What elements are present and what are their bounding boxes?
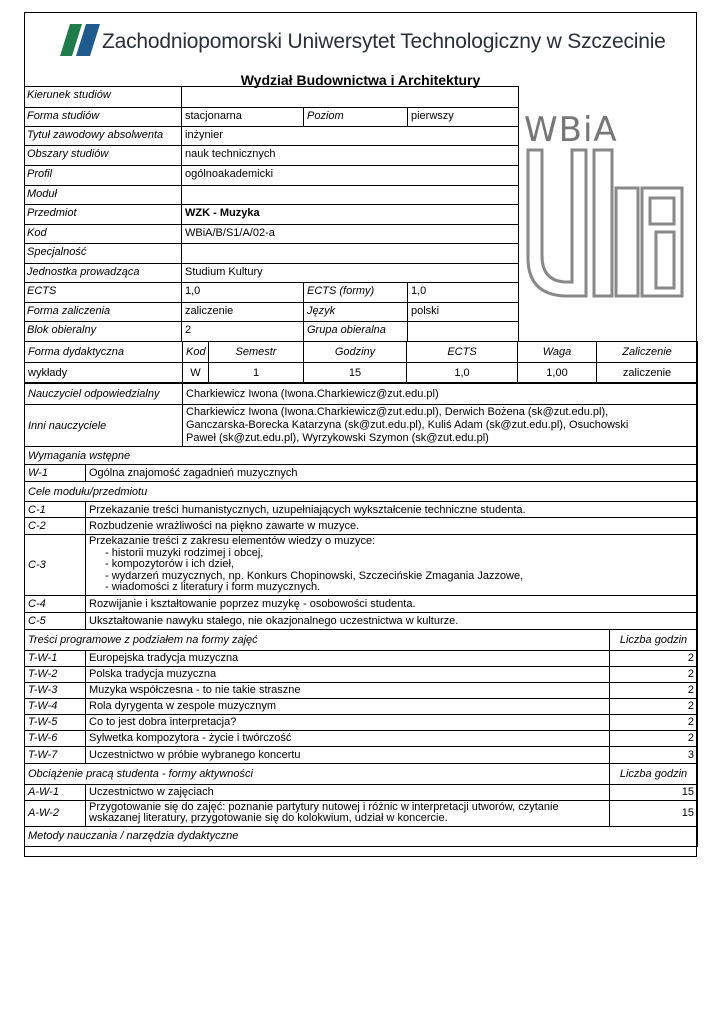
c5-code: C-5 — [25, 612, 86, 629]
wymagania-title: Wymagania wstępne — [25, 447, 698, 465]
document-header — [24, 12, 697, 86]
th-forma: Forma dydaktyczna — [25, 342, 183, 363]
wbia-logo-icon — [524, 148, 689, 300]
value-zaliczenie: zaliczenie — [182, 303, 304, 322]
value-jednostka: Studium Kultury — [182, 264, 519, 283]
c3-line-5: - wiadomości z literatury i form muzycznych. — [105, 581, 321, 593]
label-ects-formy: ECTS (formy) — [304, 283, 408, 303]
td-waga: 1,00 — [518, 363, 597, 383]
tw3-text: Muzyka współczesna - to nie takie straszne — [86, 682, 610, 698]
info-block — [24, 86, 519, 341]
th-kod: Kod — [183, 342, 209, 363]
tw7-code: T-W-7 — [25, 746, 86, 763]
label-jezyk: Język — [304, 303, 408, 322]
label-inni-nauczyciele: Inni nauczyciele — [25, 405, 183, 447]
td-semestr: 1 — [209, 363, 304, 383]
label-zaliczenie: Forma zaliczenia — [24, 303, 182, 322]
label-nauczyciel-odp: Nauczyciel odpowiedzialny — [25, 384, 183, 405]
tw2-code: T-W-2 — [25, 666, 86, 682]
c1-code: C-1 — [25, 502, 86, 518]
c3-line-3: - kompozytorów i ich dzieł, — [105, 558, 234, 570]
wbia-logo-text: WBiA — [524, 110, 618, 150]
value-specjalnosc — [182, 244, 519, 264]
label-blok: Blok obieralny — [24, 322, 182, 342]
c2-code: C-2 — [25, 518, 86, 535]
c3-line-4: - wydarzeń muzycznych, np. Konkurs Chopinowski, Szczecińskie Zmagania Jazzowe, — [105, 569, 524, 582]
obciazenie-title: Obciążenie pracą studenta - formy aktywności — [25, 763, 610, 784]
university-name: Zachodniopomorski Uniwersytet Technologiczny w Szczecinie — [102, 30, 666, 53]
label-specjalnosc: Specjalność — [24, 244, 182, 264]
label-modul: Moduł — [24, 186, 182, 205]
th-zaliczenie: Zaliczenie — [597, 342, 698, 363]
label-tytul: Tytuł zawodowy absolwenta — [24, 127, 182, 146]
forma-dydaktyczna-table — [24, 341, 698, 383]
aw1-text: Uczestnictwo w zajęciach — [86, 784, 610, 800]
value-blok: 2 — [182, 322, 304, 342]
tw1-hours: 2 — [610, 650, 698, 666]
td-kod: W — [183, 363, 209, 383]
c4-text: Rozwijanie i kształtowanie poprzez muzykę - osobowości studenta. — [86, 595, 698, 612]
inni-line-2: Ganczarska-Borecka Katarzyna (sk@zut.edu.pl), Kuliś Adam (sk@zut.edu.pl), Osuchowski — [186, 419, 629, 431]
faculty-name: Wydział Budownictwa i Architektury — [240, 72, 481, 88]
tw1-code: T-W-1 — [25, 650, 86, 666]
td-godziny: 15 — [304, 363, 407, 383]
th-semestr: Semestr — [209, 342, 304, 363]
value-tytul: inżynier — [182, 127, 519, 146]
tresci-hours-label: Liczba godzin — [610, 629, 698, 650]
td-forma: wykłady — [25, 363, 183, 383]
value-poziom: pierwszy — [408, 108, 519, 127]
value-jezyk: polski — [408, 303, 519, 322]
content-table — [24, 446, 698, 847]
label-ects: ECTS — [24, 283, 182, 303]
value-obszary: nauk technicznych — [182, 146, 519, 166]
tw6-hours: 2 — [610, 730, 698, 746]
aw2-hours: 15 — [610, 800, 698, 826]
value-ects: 1,0 — [182, 283, 304, 303]
c2-text: Rozbudzenie wrażliwości na piękno zawarte w muzyce. — [86, 518, 698, 535]
tw6-code: T-W-6 — [25, 730, 86, 746]
th-waga: Waga — [518, 342, 597, 363]
label-kod: Kod — [24, 225, 182, 244]
tw1-text: Europejska tradycja muzyczna — [86, 650, 610, 666]
tw2-text: Polska tradycja muzyczna — [86, 666, 610, 682]
value-grupa — [408, 322, 519, 342]
value-nauczyciel-odp: Charkiewicz Iwona (Iwona.Charkiewicz@zut.edu.pl) — [183, 384, 698, 405]
tw7-text: Uczestnictwo w próbie wybranego koncertu — [86, 746, 610, 763]
tw4-hours: 2 — [610, 698, 698, 714]
label-grupa: Grupa obieralna — [304, 322, 408, 342]
c5-text: Ukształtowanie nawyku stałego, nie okazjonalnego uczestnictwa w kulturze. — [86, 612, 698, 629]
tresci-title: Treści programowe z podziałem na formy zajęć — [25, 629, 610, 650]
aw1-hours: 15 — [610, 784, 698, 800]
value-przedmiot: WZK - Muzyka — [182, 205, 519, 225]
label-obszary: Obszary studiów — [24, 146, 182, 166]
th-godziny: Godziny — [304, 342, 407, 363]
value-kod: WBiA/B/S1/A/02-a — [182, 225, 519, 244]
c3-code: C-3 — [25, 535, 86, 596]
tw3-code: T-W-3 — [25, 682, 86, 698]
label-forma: Forma studiów — [24, 108, 182, 127]
label-poziom: Poziom — [304, 108, 408, 127]
td-zaliczenie: zaliczenie — [597, 363, 698, 383]
label-jednostka: Jednostka prowadząca — [24, 264, 182, 283]
label-przedmiot: Przedmiot — [24, 205, 182, 225]
label-profil: Profil — [24, 166, 182, 186]
w1-code: W-1 — [25, 465, 86, 482]
value-forma: stacjonarna — [182, 108, 304, 127]
tw4-text: Rola dyrygenta w zespole muzycznym — [86, 698, 610, 714]
c1-text: Przekazanie treści humanistycznych, uzupełniających wykształcenie techniczne studenta. — [86, 502, 698, 518]
inni-line-3: Paweł (sk@zut.edu.pl), Wyrzykowski Szymon (sk@zut.edu.pl) — [186, 432, 489, 444]
value-ects-formy: 1,0 — [408, 283, 519, 303]
tw3-hours: 2 — [610, 682, 698, 698]
th-ects: ECTS — [407, 342, 518, 363]
tw5-hours: 2 — [610, 714, 698, 730]
c3-line-2: - historii muzyki rodzimej i obcej, — [105, 546, 264, 559]
aw2-line-2: wskazanej literatury, przygotowanie się do kolokwium, udział w koncercie. — [89, 812, 448, 824]
tw4-code: T-W-4 — [25, 698, 86, 714]
tw6-text: Sylwetka kompozytora - życie i twórczość — [86, 730, 610, 746]
c3-line-1: Przekazanie treści z zakresu elementów wiedzy o muzyce: — [89, 535, 376, 547]
zut-logo-icon — [56, 20, 104, 60]
label-kierunek: Kierunek studiów — [24, 87, 182, 108]
obciazenie-hours-label: Liczba godzin — [610, 763, 698, 784]
aw2-code: A-W-2 — [25, 800, 86, 826]
cele-title: Cele modułu/przedmiotu — [25, 482, 698, 502]
tw2-hours: 2 — [610, 666, 698, 682]
td-ects: 1,0 — [407, 363, 518, 383]
value-modul — [182, 186, 519, 205]
value-profil: ogólnoakademicki — [182, 166, 519, 186]
nauczyciele-table — [24, 383, 698, 447]
aw1-code: A-W-1 — [25, 784, 86, 800]
aw2-line-1: Przygotowanie się do zajęć: poznanie partytury nutowej i różnic w interpretacji utworów, czytanie — [89, 801, 559, 813]
tw5-text: Co to jest dobra interpretacja? — [86, 714, 610, 730]
c4-code: C-4 — [25, 595, 86, 612]
inni-line-1: Charkiewicz Iwona (Iwona.Charkiewicz@zut.edu.pl), Derwich Bożena (sk@zut.edu.pl), — [186, 406, 609, 418]
tw7-hours: 3 — [610, 746, 698, 763]
value-kierunek — [182, 87, 519, 108]
w1-text: Ogólna znajomość zagadnień muzycznych — [86, 465, 698, 482]
tw5-code: T-W-5 — [25, 714, 86, 730]
metody-title: Metody nauczania / narzędzia dydaktyczne — [25, 826, 698, 846]
